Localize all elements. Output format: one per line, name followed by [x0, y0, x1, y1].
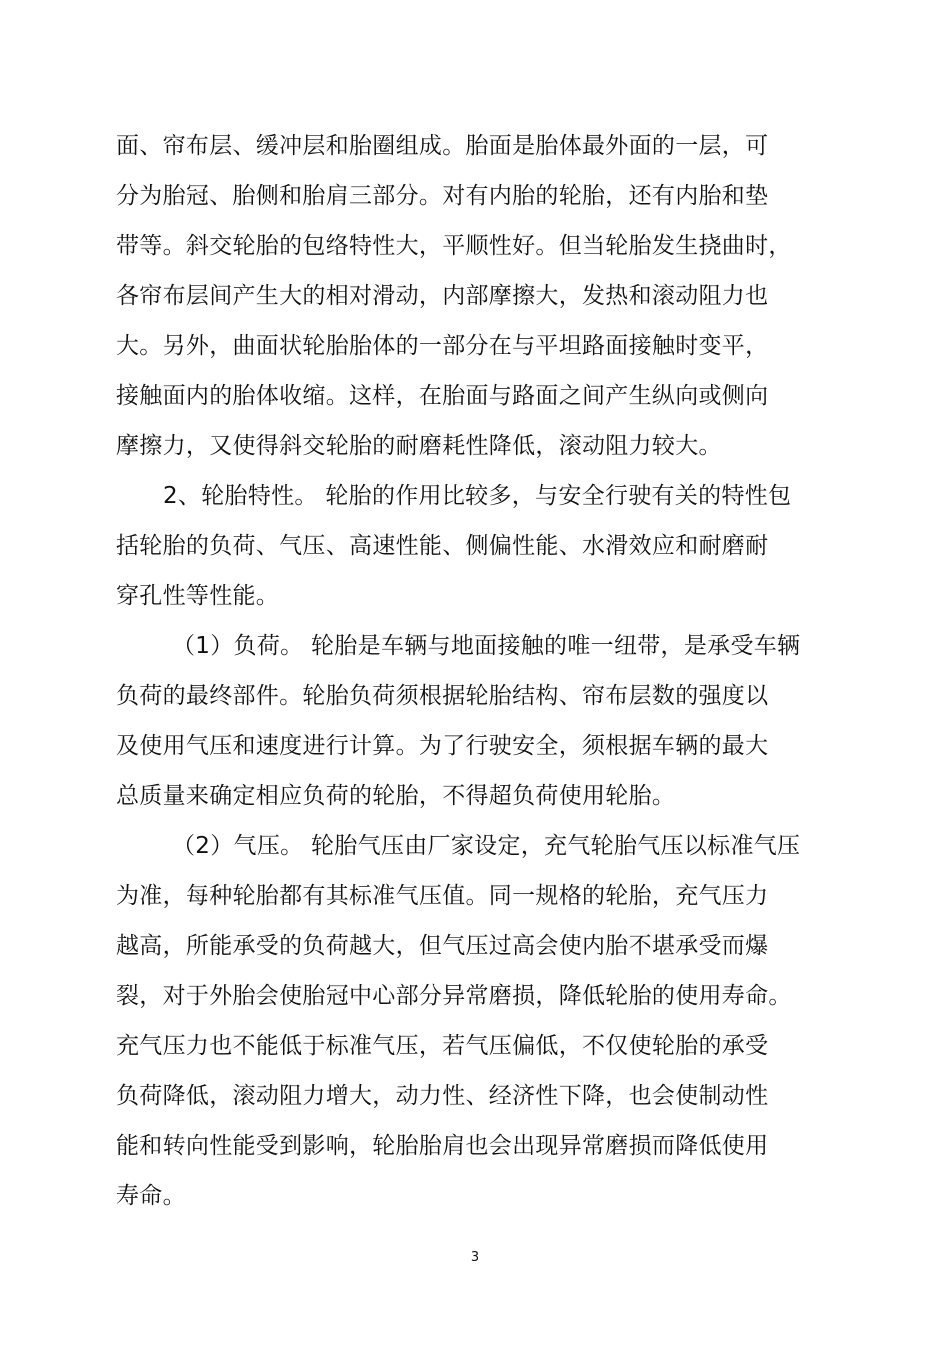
text-line: 穿孔性等性能。: [116, 583, 280, 609]
text-line: 接触面内的胎体收缩。这样，在胎面与路面之间产生纵向或侧向: [116, 383, 769, 409]
text-line: 大。另外，曲面状轮胎胎体的一部分在与平坦路面接触时变平，: [116, 333, 769, 359]
text-line: 面、帘布层、缓冲层和胎圈组成。胎面是胎体最外面的一层，可: [116, 133, 769, 159]
text-line: 带等。斜交轮胎的包络特性大，平顺性好。但当轮胎发生挠曲时，: [116, 233, 792, 259]
section-heading-tire-characteristics: 2、轮胎特性。 轮胎的作用比较多，与安全行驶有关的特性包: [163, 483, 792, 509]
text-line: 摩擦力，又使得斜交轮胎的耐磨耗性降低，滚动阻力较大。: [116, 433, 722, 459]
text-line: 分为胎冠、胎侧和胎肩三部分。对有内胎的轮胎，还有内胎和垫: [116, 183, 769, 209]
text-line: 充气压力也不能低于标准气压，若气压偏低，不仅使轮胎的承受: [116, 1033, 769, 1059]
subsection-heading-load: （1）负荷。 轮胎是车辆与地面接触的唯一纽带，是承受车辆: [172, 633, 801, 659]
page-number: 3: [470, 1250, 480, 1265]
text-line: 能和转向性能受到影响，轮胎胎肩也会出现异常磨损而降低使用: [116, 1133, 769, 1159]
text-line: 括轮胎的负荷、气压、高速性能、侧偏性能、水滑效应和耐磨耐: [116, 533, 769, 559]
text-line: 总质量来确定相应负荷的轮胎，不得超负荷使用轮胎。: [116, 783, 676, 809]
text-line: 负荷的最终部件。轮胎负荷须根据轮胎结构、帘布层数的强度以: [116, 683, 769, 709]
subsection-heading-pressure: （2）气压。 轮胎气压由厂家设定，充气轮胎气压以标准气压: [172, 833, 801, 859]
text-line: 越高，所能承受的负荷越大，但气压过高会使内胎不堪承受而爆: [116, 933, 769, 959]
text-line: 寿命。: [116, 1183, 186, 1209]
text-line: 各帘布层间产生大的相对滑动，内部摩擦大，发热和滚动阻力也: [116, 283, 769, 309]
text-line: 及使用气压和速度进行计算。为了行驶安全，须根据车辆的最大: [116, 733, 769, 759]
text-line: 为准，每种轮胎都有其标准气压值。同一规格的轮胎，充气压力: [116, 883, 769, 909]
text-line: 负荷降低，滚动阻力增大，动力性、经济性下降，也会使制动性: [116, 1083, 769, 1109]
text-line: 裂，对于外胎会使胎冠中心部分异常磨损，降低轮胎的使用寿命。: [116, 983, 792, 1009]
